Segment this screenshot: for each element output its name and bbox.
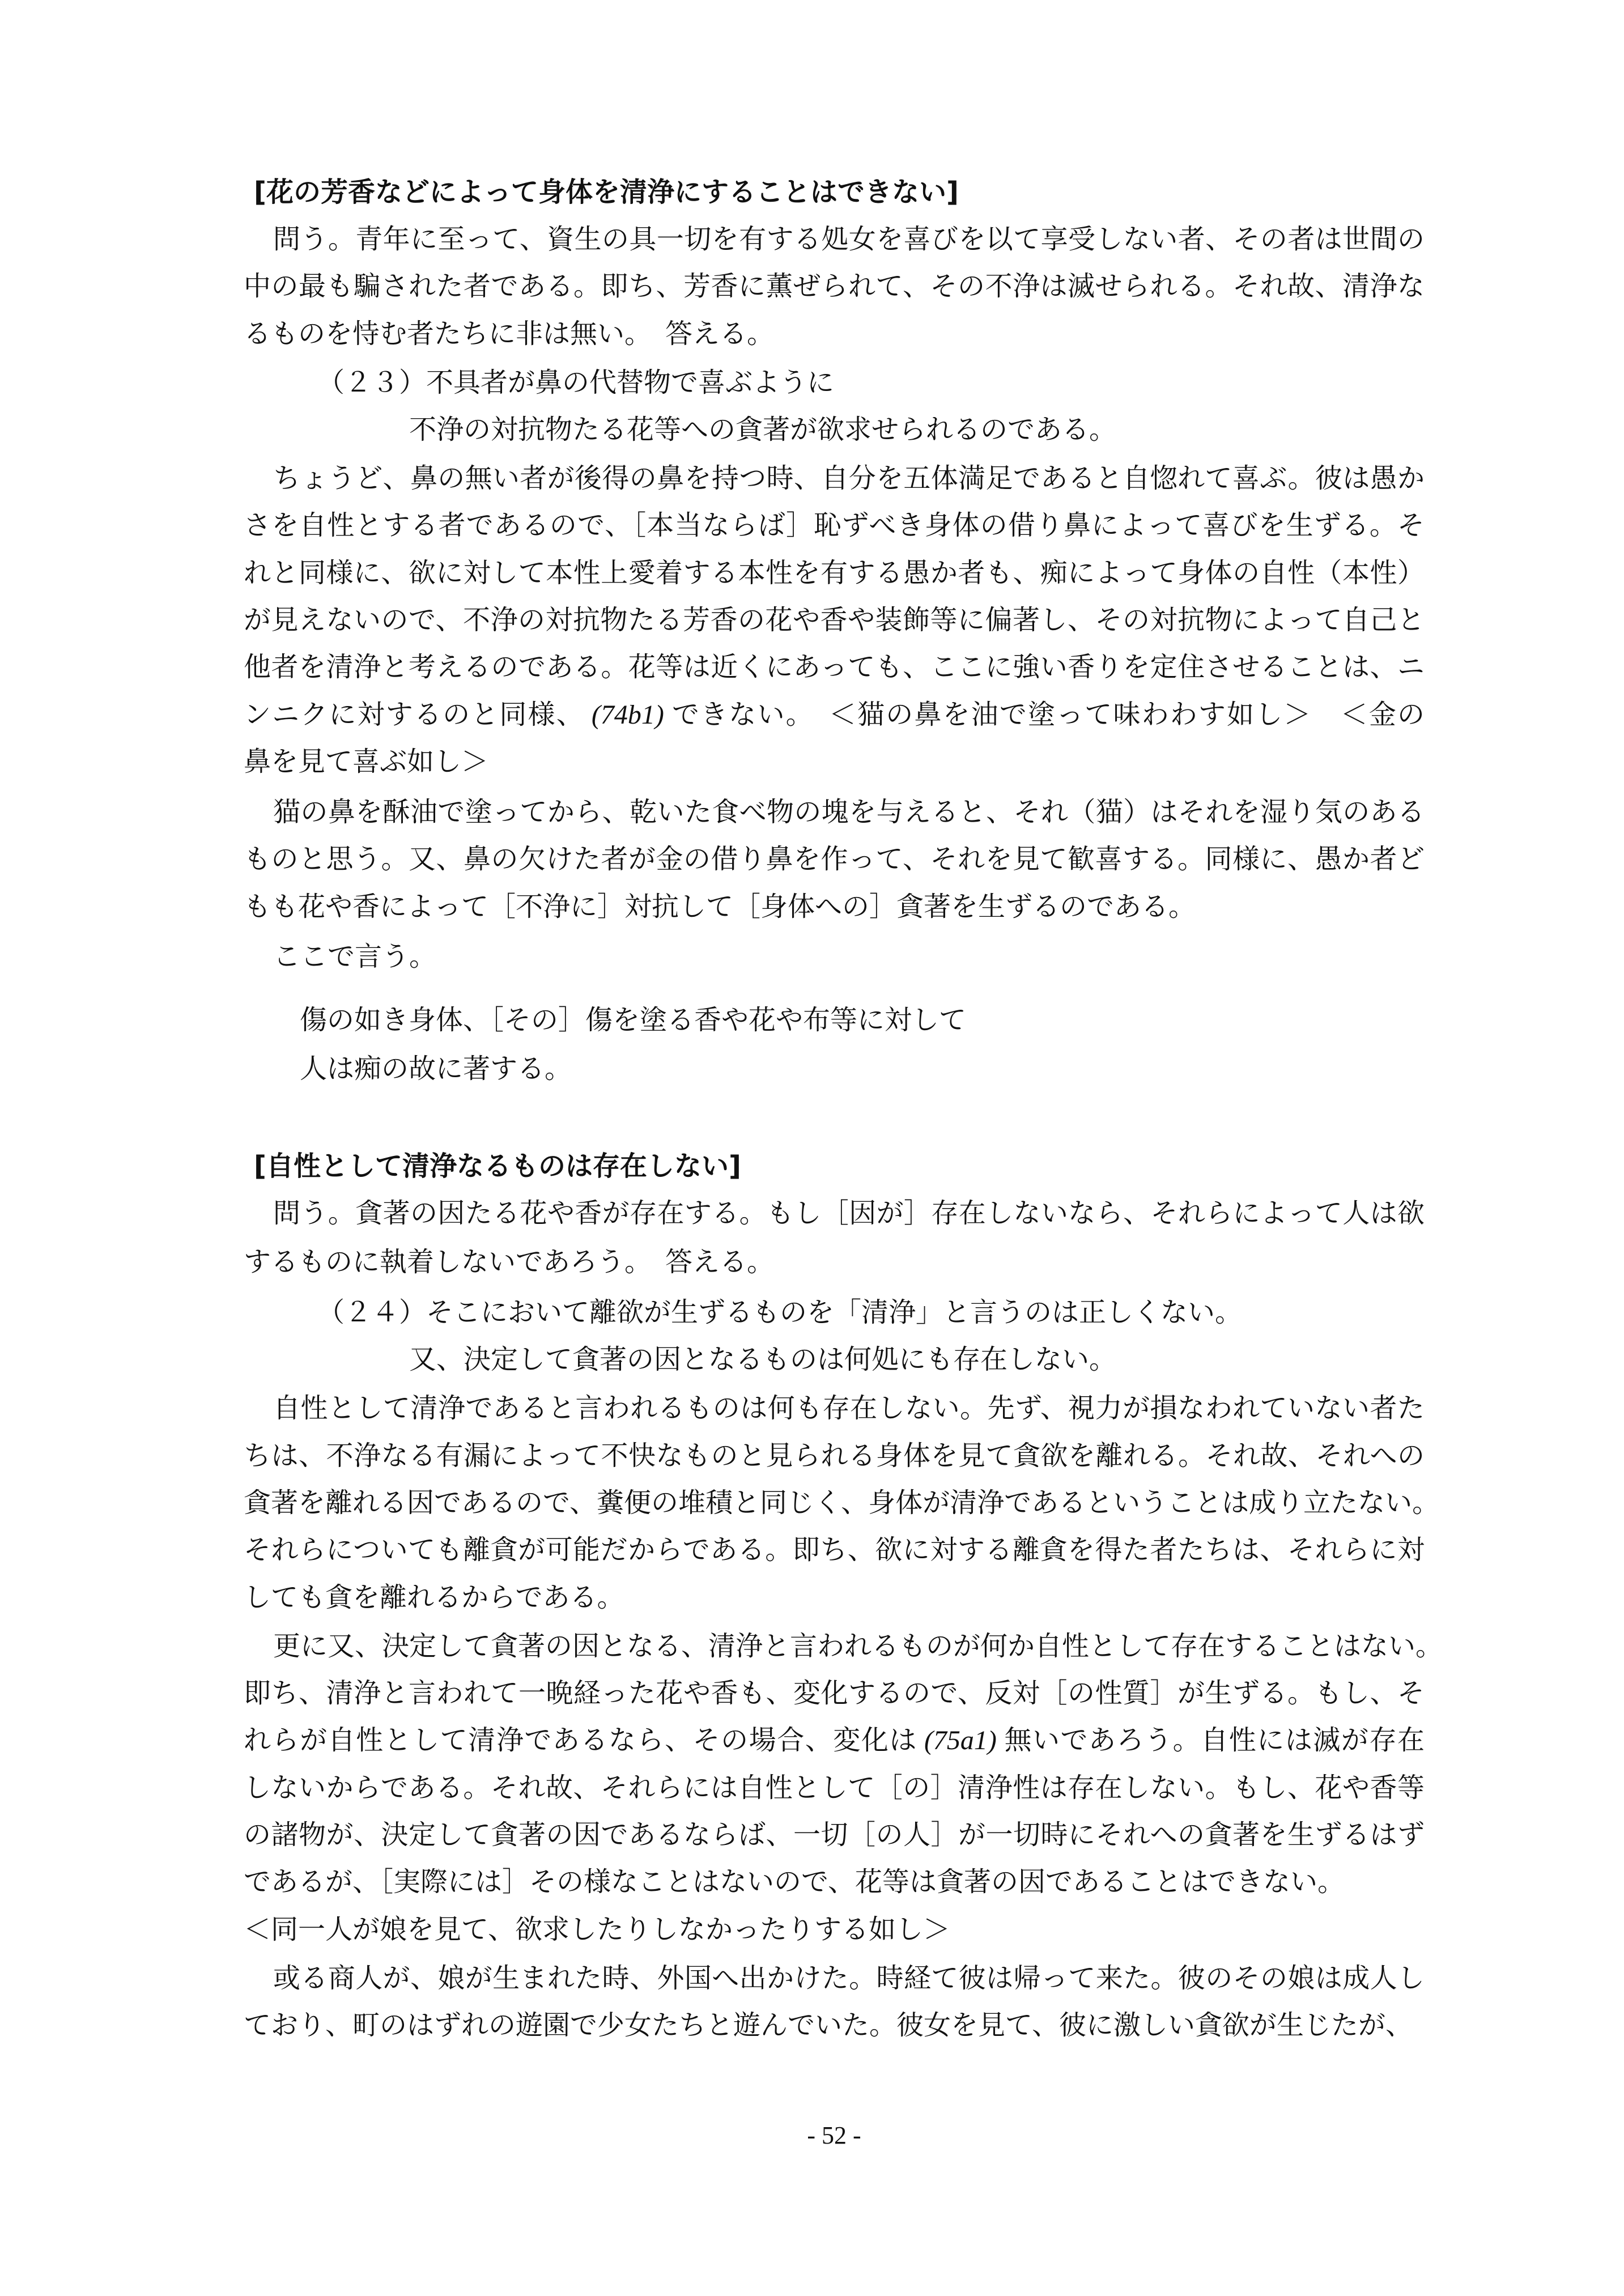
- commentary-line: れと同様に、欲に対して本性上愛着する本性を有する愚か者も、痴によって身体の自性（本性）: [244, 557, 1425, 589]
- verse-line: （２４）そこにおいて離欲が生ずるものを「清浄」と言うのは正しくない。: [317, 1296, 1243, 1328]
- verse-line: 又、決定して貪著の因となるものは何処にも存在しない。: [409, 1343, 1117, 1375]
- verse-line: 不浄の対抗物たる花等への貪著が欲求せられるのである。: [409, 414, 1117, 445]
- commentary-line: 貪著を離れる因であるので、糞便の堆積と同じく、身体が清浄であるということは成り立たない。: [244, 1487, 1440, 1519]
- page-number: - 52 -: [807, 2121, 861, 2149]
- commentary-line: 猫の鼻を酥油で塗ってから、乾いた食べ物の塊を与えると、それ（猫）はそれを湿り気のある: [273, 796, 1425, 828]
- question-line: 問う。貪著の因たる花や香が存在する。もし［因が］存在しないなら、それらによって人は欲: [273, 1197, 1425, 1229]
- question-line: するものに執着しないであろう。 答える。: [244, 1246, 775, 1278]
- line-text: れらが自性として清浄であるなら、その場合、変化は: [244, 1724, 917, 1756]
- commentary-line: 即ち、清浄と言われて一晩経った花や香も、変化するので、反対［の性質］が生ずる。もし、そ: [244, 1677, 1425, 1709]
- commentary-line: であるが、［実際には］その様なことはないので、花等は貪著の因であることはできない。: [244, 1866, 1345, 1898]
- commentary-line: 鼻を見て喜ぶ如し＞: [244, 746, 489, 777]
- folio-reference: (75a1): [924, 1725, 997, 1755]
- folio-reference: (74b1): [591, 700, 664, 730]
- simile-title: ＜同一人が娘を見て、欲求したりしなかったりする如し＞: [244, 1914, 951, 1945]
- commentary-line: ちょうど、鼻の無い者が後得の鼻を持つ時、自分を五体満足であると自惚れて喜ぶ。彼は愚か: [273, 462, 1425, 494]
- section-heading: [自性として清浄なるものは存在しない]: [254, 1150, 741, 1182]
- line-text: できない。 ＜猫の鼻を油で塗って味わわす如し＞ ＜金の: [670, 699, 1425, 730]
- commentary-line: それらについても離貪が可能だからである。即ち、欲に対する離貪を得た者たちは、それらに対: [244, 1534, 1425, 1566]
- section-heading: [花の芳香などによって身体を清浄にすることはできない]: [254, 176, 959, 208]
- commentary-line: 自性として清浄であると言われるものは何も存在しない。先ず、視力が損なわれていない者た: [273, 1392, 1425, 1424]
- commentary-line: しても貪を離れるからである。: [244, 1581, 624, 1613]
- commentary-line: [244, 1723, 1425, 1757]
- verse-intro: ここで言う。: [273, 941, 437, 972]
- commentary-line: さを自性とする者であるので、［本当ならば］恥ずべき身体の借り鼻によって喜びを生ずる。そ: [244, 509, 1425, 541]
- verse-line: （２３）不具者が鼻の代替物で喜ぶように: [317, 367, 835, 398]
- verse-line: 人は痴の故に著する。: [300, 1053, 572, 1085]
- question-line: 中の最も騙された者である。即ち、芳香に薫ぜられて、その不浄は滅せられる。それ故、清浄な: [244, 270, 1425, 302]
- commentary-line: 他者を清浄と考えるのである。花等は近くにあっても、ここに強い香りを定住させることは、ニ: [244, 651, 1425, 683]
- commentary-line: 更に又、決定して貪著の因となる、清浄と言われるものが何か自性として存在することはない。: [273, 1630, 1443, 1662]
- line-text: ンニクに対するのと同様、: [244, 699, 585, 730]
- commentary-line: [244, 698, 1425, 732]
- question-line: るものを恃む者たちに非は無い。 答える。: [244, 318, 775, 350]
- verse-line: 傷の如き身体、［その］傷を塗る香や花や布等に対して: [300, 1004, 967, 1036]
- commentary-line: ており、町のはずれの遊園で少女たちと遊んでいた。彼女を見て、彼に激しい貪欲が生じたが、: [244, 2009, 1413, 2041]
- question-line: 問う。青年に至って、資生の具一切を有する処女を喜びを以て享受しない者、その者は世間の: [273, 223, 1425, 255]
- commentary-line: しないからである。それ故、それらには自性として［の］清浄性は存在しない。もし、花や香等: [244, 1772, 1425, 1804]
- line-text: 無いであろう。自性には滅が存在: [1003, 1724, 1425, 1756]
- commentary-line: ちは、不浄なる有漏によって不快なものと見られる身体を見て貪欲を離れる。それ故、それへの: [244, 1440, 1425, 1472]
- commentary-line: の諸物が、決定して貪著の因であるならば、一切［の人］が一切時にそれへの貪著を生ずるはず: [244, 1819, 1425, 1851]
- commentary-line: 或る商人が、娘が生まれた時、外国へ出かけた。時経て彼は帰って来た。彼のその娘は成人し: [273, 1962, 1425, 1994]
- commentary-line: ものと思う。又、鼻の欠けた者が金の借り鼻を作って、それを見て歓喜する。同様に、愚か者ど: [244, 843, 1425, 875]
- commentary-line: もも花や香によって［不浄に］対抗して［身体への］貪著を生ずるのである。: [244, 891, 1196, 922]
- commentary-line: が見えないので、不浄の対抗物たる芳香の花や香や装飾等に偏著し、その対抗物によって自己と: [244, 604, 1425, 636]
